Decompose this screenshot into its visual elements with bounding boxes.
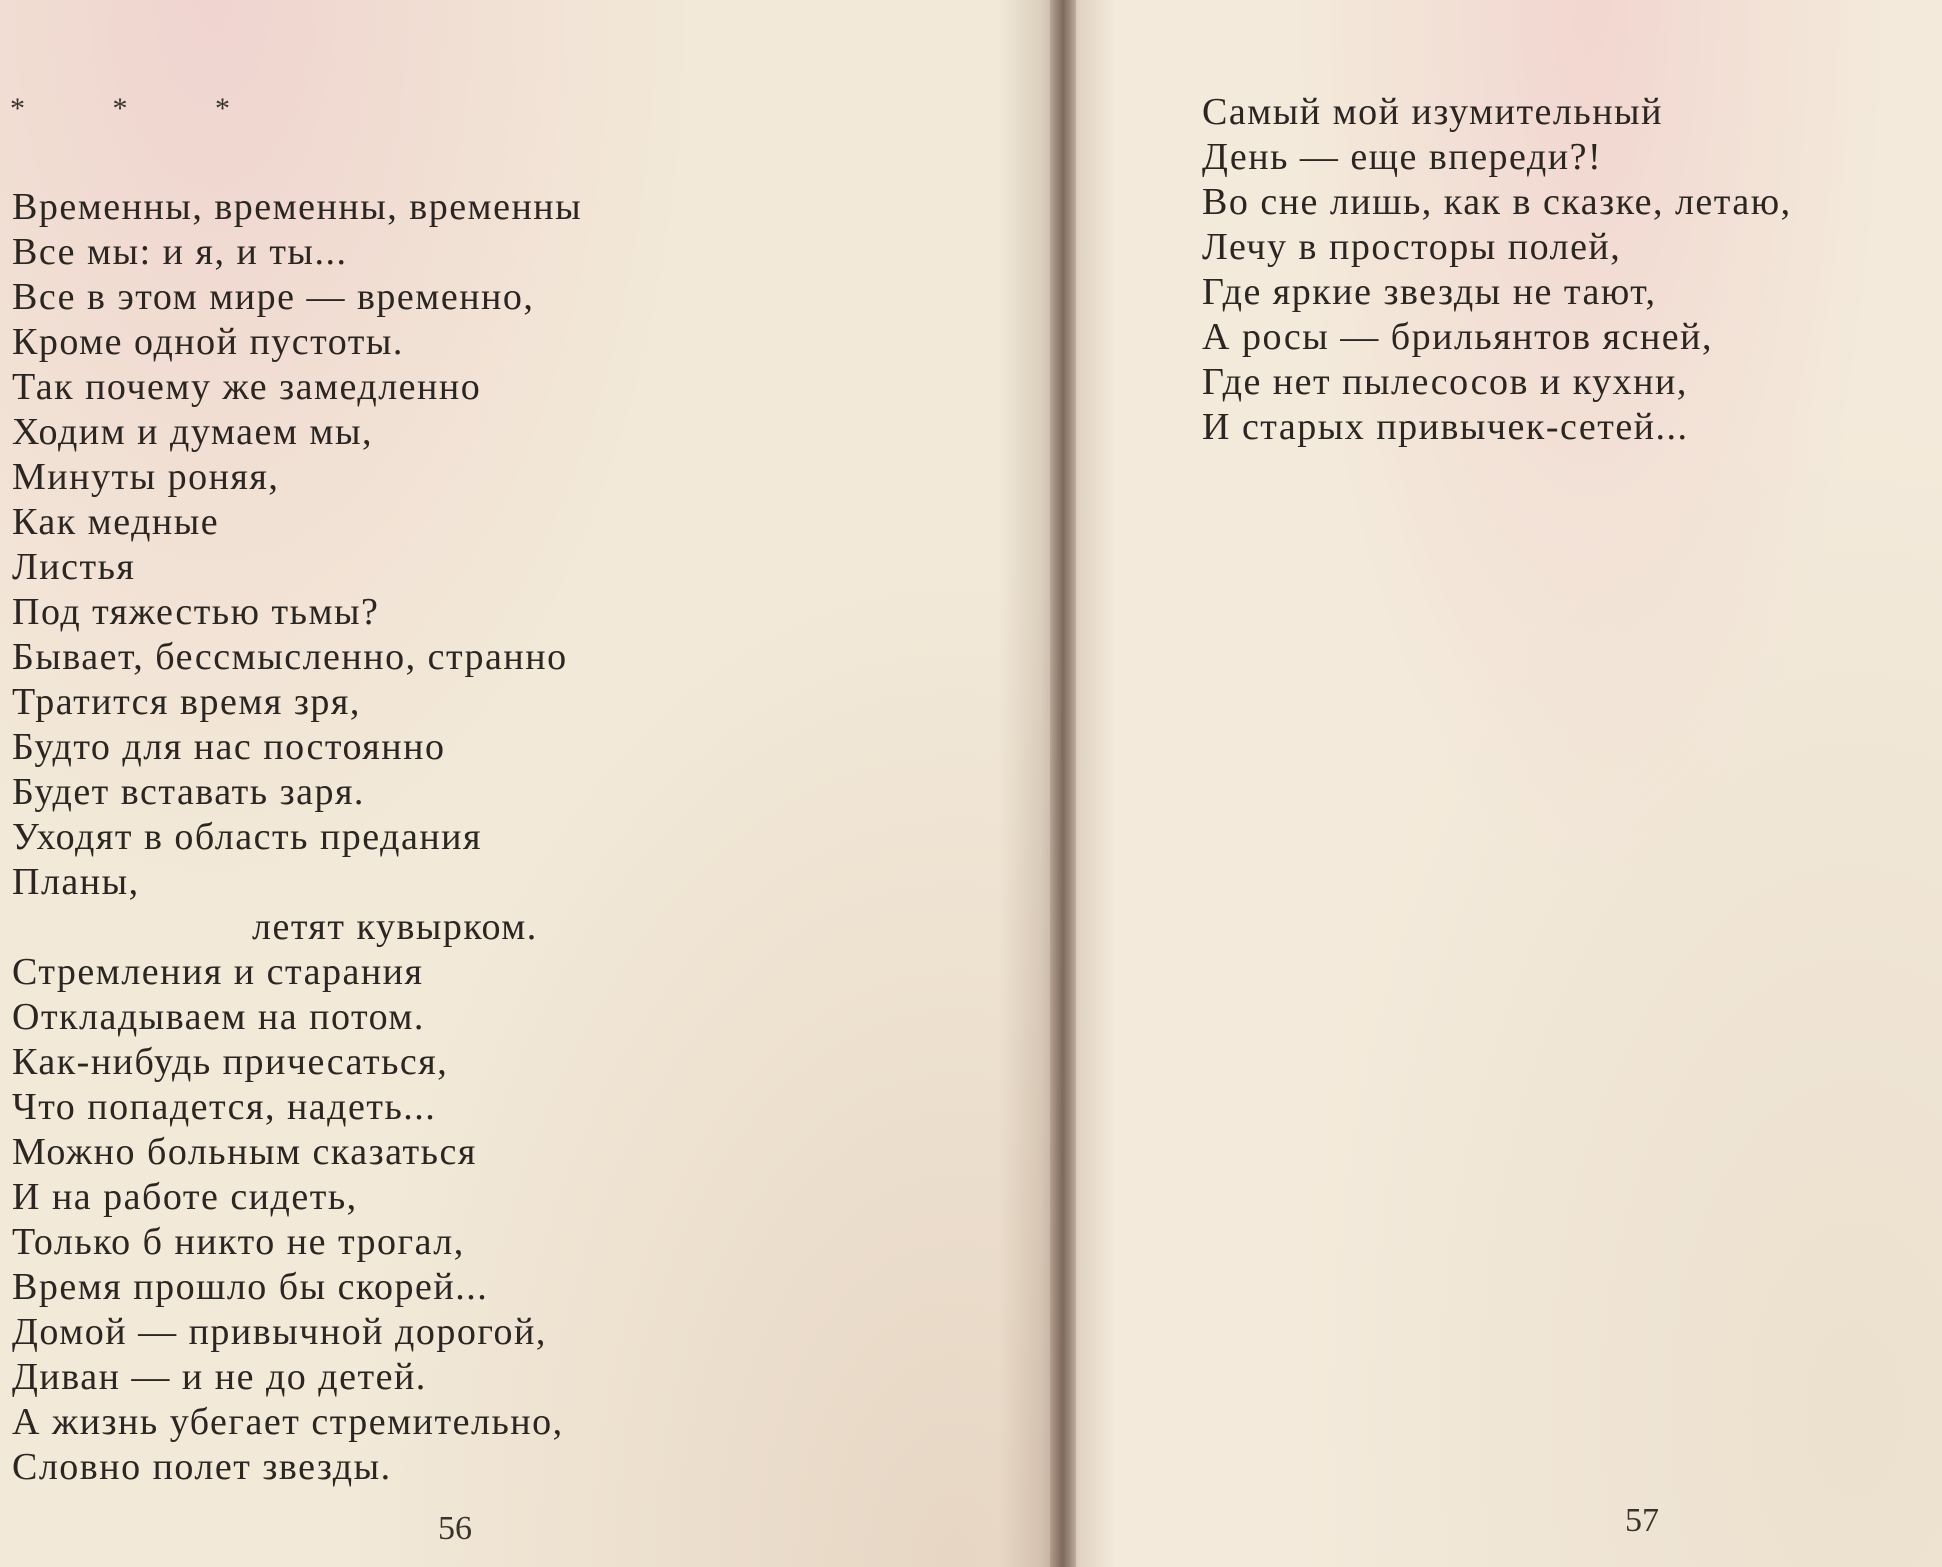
poem-line: Откладываем на потом.	[12, 996, 425, 1038]
poem-line: Так почему же замедленно	[12, 366, 482, 408]
poem-line: Планы,	[12, 861, 140, 903]
poem-line: Все в этом мире — временно,	[12, 276, 535, 318]
poem-line: Что попадется, надеть...	[12, 1086, 437, 1128]
poem-line-indented: летят кувырком.	[252, 906, 538, 948]
poem-line: Можно больным сказаться	[12, 1131, 477, 1173]
poem-line: Во сне лишь, как в сказке, летаю,	[1202, 181, 1792, 223]
poem-line: Самый мой изумительный	[1202, 91, 1663, 133]
poem-line: Уходят в область предания	[12, 816, 482, 858]
poem-line: Минуты роняя,	[12, 456, 280, 498]
poem-line: Словно полет звезды.	[12, 1446, 392, 1488]
page-number-right: 57	[1625, 1502, 1659, 1539]
poem-line: Только б никто не трогал,	[12, 1221, 465, 1263]
poem-line: Временны, временны, временны	[12, 186, 583, 228]
poem-line: Где яркие звезды не тают,	[1202, 271, 1657, 313]
poem-line: Будет вставать заря.	[12, 771, 365, 813]
poem-line: Бывает, бессмысленно, странно	[12, 636, 568, 678]
page-number-left: 56	[438, 1510, 472, 1547]
poem-line: Кроме одной пустоты.	[12, 321, 404, 363]
poem-line: Под тяжестью тьмы?	[12, 591, 380, 633]
poem-line: День — еще впереди?!	[1202, 136, 1603, 178]
poem-line: А жизнь убегает стремительно,	[12, 1401, 564, 1443]
poem-line: И старых привычек-сетей...	[1202, 406, 1689, 448]
poem-line: Домой — привычной дорогой,	[12, 1311, 547, 1353]
poem-line: Лечу в просторы полей,	[1202, 226, 1622, 268]
poem-line: Все мы: и я, и ты...	[12, 231, 348, 273]
poem-line: Как медные	[12, 501, 220, 543]
poem-line: Ходим и думаем мы,	[12, 411, 373, 453]
poem-line: Где нет пылесосов и кухни,	[1202, 361, 1688, 403]
poem-line: Будто для нас постоянно	[12, 726, 446, 768]
poem-line: Как-нибудь причесаться,	[12, 1041, 449, 1083]
section-ornament: * * *	[10, 92, 270, 125]
book-gutter	[1050, 0, 1076, 1567]
poem-line: А росы — брильянтов ясней,	[1202, 316, 1713, 358]
poem-line: Стремления и старания	[12, 951, 424, 993]
poem-line: Диван — и не до детей.	[12, 1356, 427, 1398]
poem-line: Листья	[12, 546, 136, 588]
right-poem	[1202, 90, 1792, 450]
left-poem	[12, 185, 582, 1490]
poem-line: Тратится время зря,	[12, 681, 361, 723]
poem-line: Время прошло бы скорей...	[12, 1266, 489, 1308]
poem-line: И на работе сидеть,	[12, 1176, 358, 1218]
